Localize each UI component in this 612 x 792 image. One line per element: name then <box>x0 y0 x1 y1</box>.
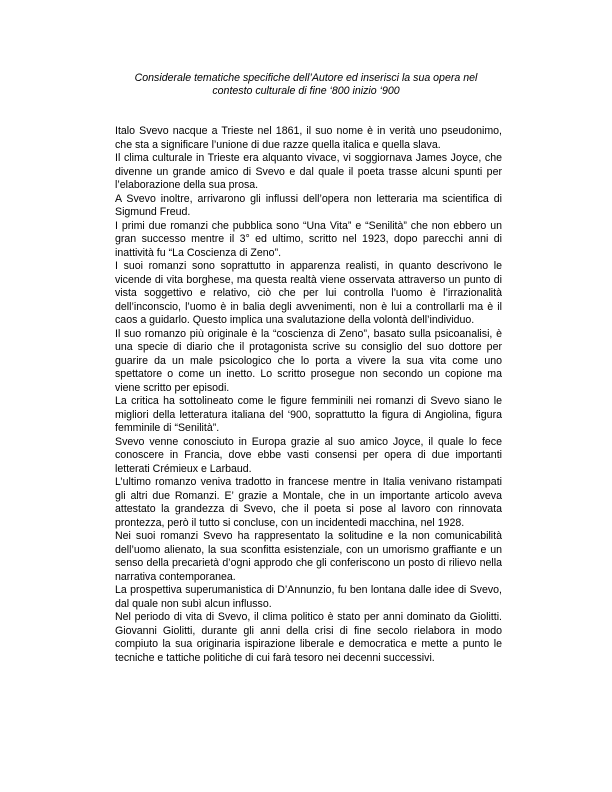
paragraph: La critica ha sottolineato come le figure femminili nei romanzi di Svevo siano le migliori della letteratura italiana del ‘900, soprattutto la figura di Angiolina, figura femminile di “Senilità”. <box>115 395 502 434</box>
title-line-1: Considerale tematiche specifiche dell’Autore ed inserisci la sua opera nel <box>134 72 478 84</box>
paragraph: L’ultimo romanzo veniva tradotto in francese mentre in Italia venivano ristampati gli altri due Romanzi. E’ grazie a Montale, che in un importante articolo aveva attestato la grandezza di Svevo, che il poeta si pose al lavoro con rinnovata prontezza, però il tutto si concluse, con un incidentedi macchina, nel 1928. <box>115 476 502 529</box>
title-line-2: contesto culturale di fine ‘800 inizio ‘900 <box>212 85 400 98</box>
paragraph: Svevo venne conosciuto in Europa grazie al suo amico Joyce, il quale lo fece conoscere in Francia, dove ebbe vasti consensi per opera di due importanti letterati Crémieux e Larbaud. <box>115 435 502 475</box>
paragraph: Italo Svevo nacque a Trieste nel 1861, il suo nome è in verità uno pseudonimo, che sta a significare l’unione di due razze quella italica e quella slava. <box>115 125 502 151</box>
document-body <box>115 125 502 665</box>
paragraph: I primi due romanzi che pubblica sono “Una Vita” e “Senilità” che non ebbero un gran successo mentre il 3° ed ultimo, scritto nel 1923, dopo parecchi anni di inattività fu “La Coscienza di Zeno”. <box>115 219 502 259</box>
paragraph: Il suo romanzo più originale è la “coscienza di Zeno”, basato sulla psicoanalisi, è una specie di diario che il protagonista scrive su consiglio del suo dottore per guarire da un male psicologico che lo porta a vivere la sua vita come uno spettatore o come un inetto. Lo scritto prosegue non secondo un copione ma viene scritto per episodi. <box>115 327 502 394</box>
document-title <box>90 72 522 98</box>
paragraph: I suoi romanzi sono soprattutto in apparenza realisti, in quanto descrivono le vicende di vita borghese, ma questa realtà viene osservata attraverso un punto di vista soggettivo e relativo, ciò che per lui controlla l’uomo è l’irrazionalità dell’inconscio, l’uomo è in balia degli avvenimenti, non è lui a controllarli ma è il caos a guidarlo. Questo implica una svalutazione della volontà dell’individuo. <box>115 260 502 326</box>
paragraph: Nei suoi romanzi Svevo ha rappresentato la solitudine e la non comunicabilità dell’uomo alienato, la sua sconfitta esistenziale, con un umorismo graffiante e un senso della precarietà d’ogni approdo che gli conferiscono un posto di rilievo nella narrativa contemporanea. <box>115 530 502 583</box>
paragraph: La prospettiva superumanistica di D’Annunzio, fu ben lontana dalle idee di Svevo, dal quale non subì alcun influsso. <box>115 584 502 610</box>
paragraph: A Svevo inoltre, arrivarono gli influssi dell’opera non letteraria ma scientifica di Sigmund Freud. <box>115 192 502 218</box>
paragraph: Nel periodo di vita di Svevo, il clima politico è stato per anni dominato da Giolitti. Giovanni Giolitti, durante gli anni della crisi di fine secolo rielabora in modo compiuto la sua originaria ispirazione liberale e democratica e mette a punto le tecniche e tattiche politiche di cui farà tesoro nei decenni successivi. <box>115 611 502 664</box>
paragraph: Il clima culturale in Trieste era alquanto vivace, vi soggiornava James Joyce, che divenne un grande amico di Svevo e dal quale il poeta trasse alcuni spunti per l’elaborazione della sua prosa. <box>115 152 502 191</box>
